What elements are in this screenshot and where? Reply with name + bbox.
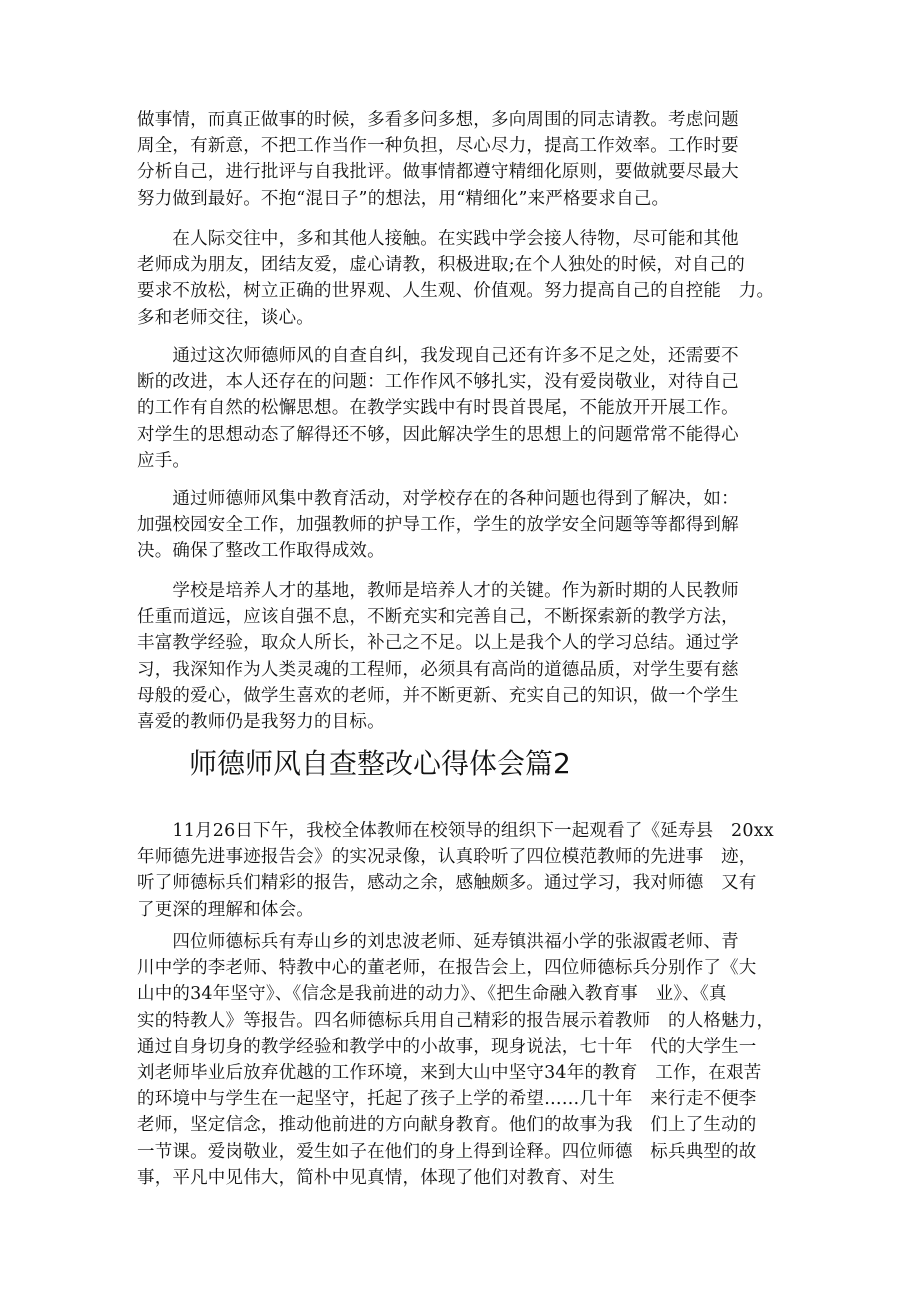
text-line: 要求不放松，树立正确的世界观、人生观、价值观。努力提高自己的自控能 力。 xyxy=(137,281,775,302)
paragraph-6 xyxy=(137,818,797,923)
text-line: 任重而道远，应该自强不息，不断充实和完善自己，不断探索新的教学方法， xyxy=(137,607,739,628)
paragraph-2 xyxy=(137,226,797,331)
text-line: 分析自己，进行批评与自我批评。做事情都遵守精细化原则，要做就要尽最大 xyxy=(137,162,739,183)
paragraph-7 xyxy=(137,929,797,1191)
text-line: 四位师德标兵有寿山乡的刘忠波老师、延寿镇洪福小学的张淑霞老师、青 xyxy=(137,932,739,952)
text-line: 对学生的思想动态了解得还不够，因此解决学生的思想上的问题常常不能得心 xyxy=(137,424,739,445)
text-line: 丰富教学经验，取众人所长，补己之不足。以上是我个人的学习总结。通过学 xyxy=(137,633,739,654)
text-line: 学校是培养人才的基地，教师是培养人才的关键。作为新时期的人民教师 xyxy=(137,581,739,601)
text-line: 通过师德师风集中教育活动，对学校存在的各种问题也得到了解决，如： xyxy=(137,489,739,509)
paragraph-4 xyxy=(137,486,797,565)
paragraph-1 xyxy=(137,107,797,212)
text-line: 通过这次师德师风的自查自纠，我发现自己还有许多不足之处，还需要不 xyxy=(137,346,739,366)
text-line: 应手。 xyxy=(137,450,191,471)
paragraph-3 xyxy=(137,343,797,474)
text-line: 喜爱的教师仍是我努力的目标。 xyxy=(137,711,385,732)
text-line: 川中学的李老师、特教中心的董老师，在报告会上，四位师德标兵分别作了《大 xyxy=(137,958,757,979)
text-line: 11月26日下午，我校全体教师在校领导的组织下一起观看了《延寿县 20xx xyxy=(137,821,774,841)
text-line: 加强校园安全工作，加强教师的护导工作，学生的放学安全问题等等都得到解 xyxy=(137,515,739,536)
text-line: 通过自身切身的教学经验和教学中的小故事，现身说法，七十年 代的大学生一 xyxy=(137,1036,757,1057)
text-line: 多和老师交往，谈心。 xyxy=(137,307,314,328)
text-line: 断的改进，本人还存在的问题：工作作风不够扎实，没有爱岗敬业，对待自己 xyxy=(137,372,739,393)
text-line: 做事情，而真正做事的时候，多看多问多想，多向周围的同志请教。考虑问题 xyxy=(137,110,739,130)
text-line: 事，平凡中见伟大，简朴中见真情，体现了他们对教育、对生 xyxy=(137,1167,615,1188)
text-line: 年师德先进事迹报告会》的实况录像，认真聆听了四位模范教师的先进事 迹， xyxy=(137,847,757,868)
text-line: 周全，有新意，不把工作当作一种负担，尽心尽力，提高工作效率。工作时要 xyxy=(137,136,739,157)
text-line: 在人际交往中，多和其他人接触。在实践中学会接人待物，尽可能和其他 xyxy=(137,229,739,249)
text-line: 母般的爱心，做学生喜欢的老师，并不断更新、充实自己的知识，做一个学生 xyxy=(137,685,739,706)
paragraph-5 xyxy=(137,578,797,735)
text-line: 努力做到最好。不抱“混日子”的想法，用“精细化”来严格要求自己。 xyxy=(137,188,670,209)
text-line: 山中的34年坚守》、《信念是我前进的动力》、《把生命融入教育事 业》、《真 xyxy=(137,984,727,1005)
text-line: 刘老师毕业后放弃优越的工作环境，来到大山中坚守34年的教育 工作，在艰苦 xyxy=(137,1062,762,1083)
text-line: 了更深的理解和体会。 xyxy=(137,899,314,920)
section-heading: 师德师风自查整改心得体会篇2 xyxy=(189,747,571,780)
text-line: 老师成为朋友，团结友爱，虚心请教，积极进取;在个人独处的时候，对自己的 xyxy=(137,255,745,276)
text-line: 的环境中与学生在一起坚守，托起了孩子上学的希望……几十年 来行走不便李 xyxy=(137,1089,757,1110)
text-line: 一节课。爱岗敬业，爱生如子在他们的身上得到诠释。四位师德 标兵典型的故 xyxy=(137,1141,757,1162)
text-line: 听了师德标兵们精彩的报告，感动之余，感触颇多。通过学习，我对师德 又有 xyxy=(137,873,757,894)
text-line: 的工作有自然的松懈思想。在教学实践中有时畏首畏尾，不能放开开展工作。 xyxy=(137,398,739,419)
text-line: 决。确保了整改工作取得成效。 xyxy=(137,541,385,562)
text-line: 实的特教人》等报告。四名师德标兵用自己精彩的报告展示着教师 的人格魅力， xyxy=(137,1010,775,1031)
text-line: 习，我深知作为人类灵魂的工程师，必须具有高尚的道德品质，对学生要有慈 xyxy=(137,659,739,680)
text-line: 老师，坚定信念，推动他前进的方向献身教育。他们的故事为我 们上了生动的 xyxy=(137,1115,757,1136)
